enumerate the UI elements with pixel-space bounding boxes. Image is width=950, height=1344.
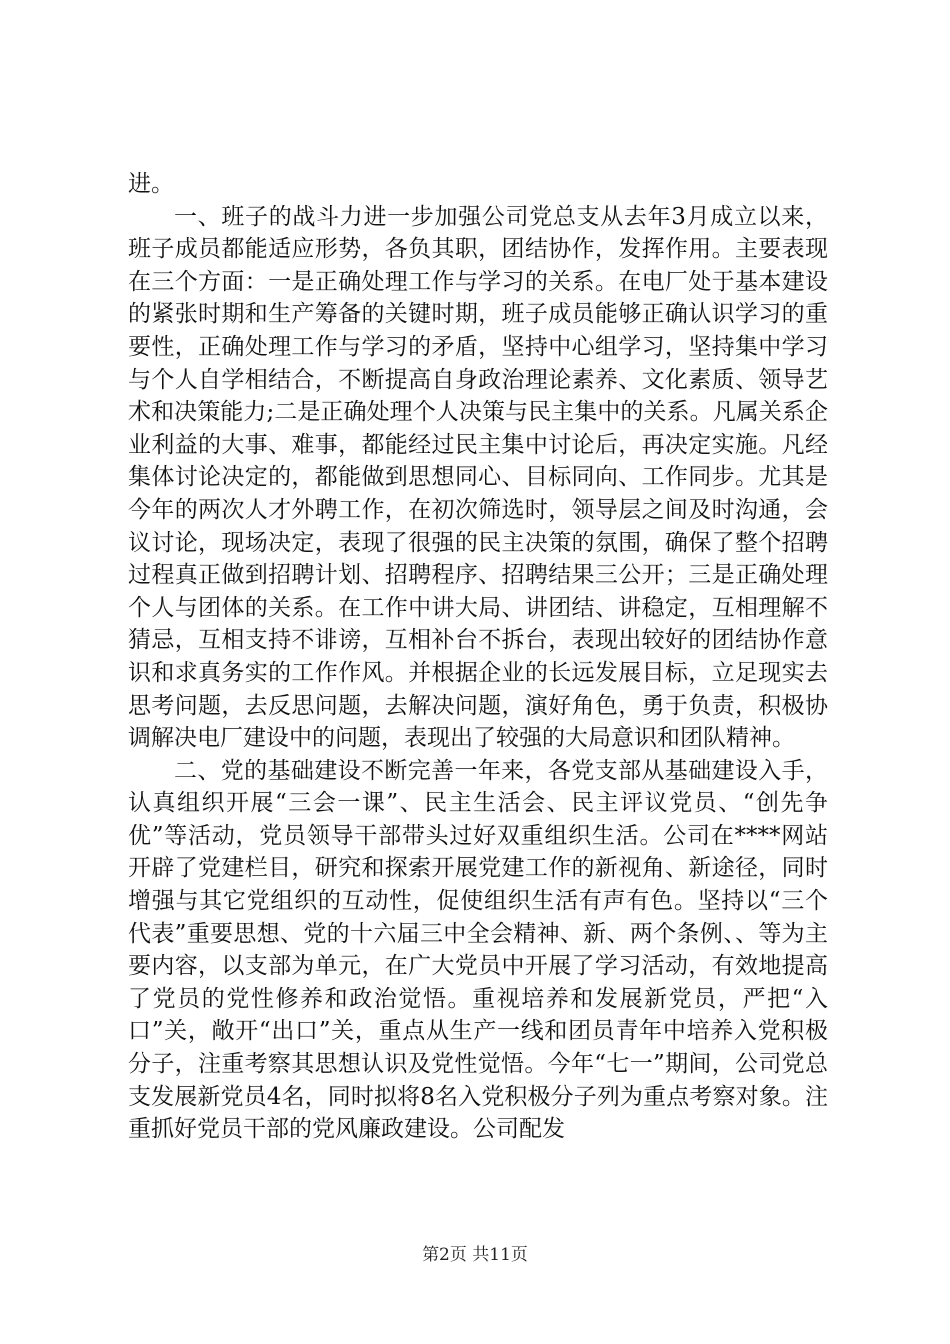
document-body: [128, 168, 828, 1146]
paragraph-party-foundation: 二、党的基础建设不断完善一年来，各党支部从基础建设入手，认真组织开展“三会一课”、民主生活会、民主评议党员、“创先争优”等活动，党员领导干部带头过好双重组织生活。公司在****网站开辟了党建栏目，研究和探索开展党建工作的新视角、新途径，同时增强与其它党组织的互动性，促使组织生活有声有色。坚持以“三个代表”重要思想、党的十六届三中全会精神、新、两个条例、、等为主要内容，以支部为单元，在广大党员中开展了学习活动，有效地提高了党员的党性修养和政治觉悟。重视培养和发展新党员，严把“入口”关，敞开“出口”关，重点从生产一线和团员青年中培养入党积极分子，注重考察其思想认识及党性觉悟。今年“七一”期间，公司党总支发展新党员4名，同时拟将8名入党积极分子列为重点考察对象。注重抓好党员干部的党风廉政建设。公司配发: [128, 757, 828, 1143]
paragraph-continuation: 进。: [128, 171, 174, 197]
page-number-footer: 第2页 共11页: [422, 1245, 528, 1265]
paragraph-team-strength: 一、班子的战斗力进一步加强公司党总支从去年3月成立以来，班子成员都能适应形势，各负其职，团结协作，发挥作用。主要表现在三个方面：一是正确处理工作与学习的关系。在电厂处于基本建设的紧张时期和生产筹备的关键时期，班子成员能够正确认识学习的重要性，正确处理工作与学习的矛盾，坚持中心组学习，坚持集中学习与个人自学相结合，不断提高自身政治理论素养、文化素质、领导艺术和决策能力;二是正确处理个人决策与民主集中的关系。凡属关系企业利益的大事、难事，都能经过民主集中讨论后，再决定实施。凡经集体讨论决定的，都能做到思想同心、目标同向、工作同步。尤其是今年的两次人才外聘工作，在初次筛选时，领导层之间及时沟通，会议讨论，现场决定，表现了很强的民主决策的氛围，确保了整个招聘过程真正做到招聘计划、招聘程序、招聘结果三公开；三是正确处理个人与团体的关系。在工作中讲大局、讲团结、讲稳定，互相理解不猜忌，互相支持不诽谤，互相补台不拆台，表现出较好的团结协作意识和求真务实的工作作风。并根据企业的长远发展目标，立足现实去思考问题，去反思问题，去解决问题，演好角色，勇于负责，积极协调解决电厂建设中的问题，表现出了较强的大局意识和团队精神。: [128, 203, 828, 752]
